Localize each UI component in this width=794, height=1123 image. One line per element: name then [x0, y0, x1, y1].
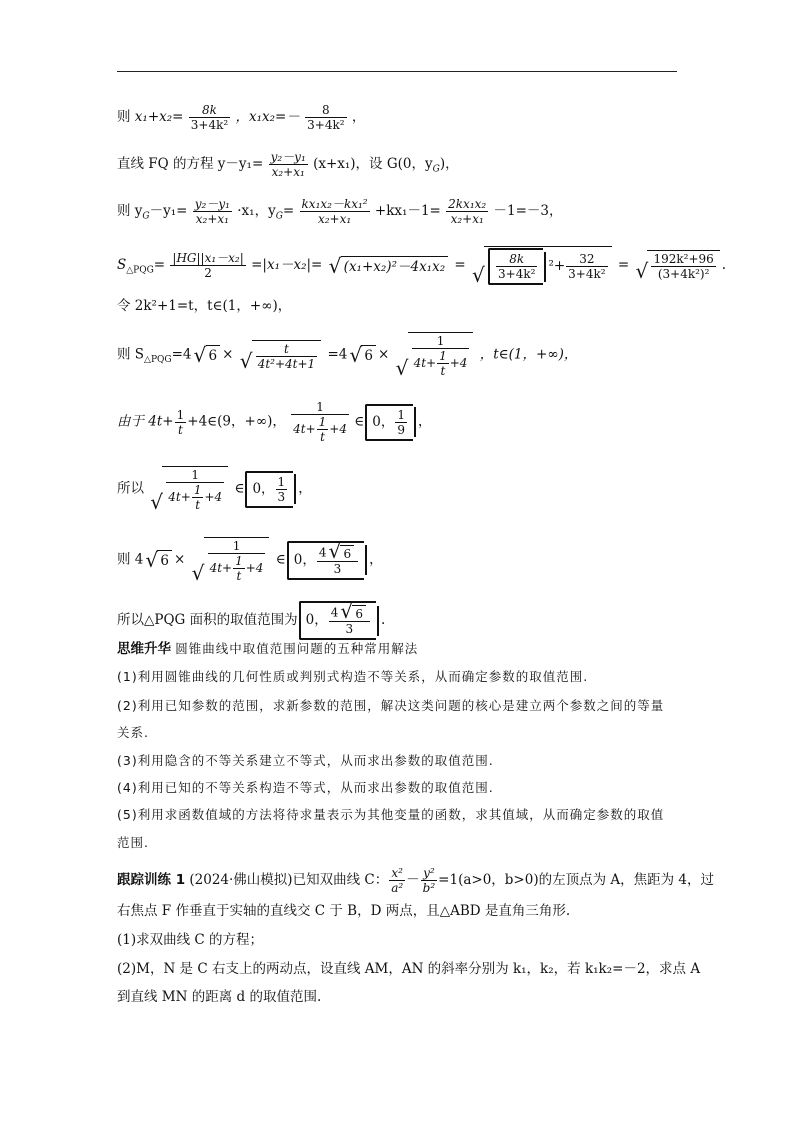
- text: +kx₁－1=: [374, 203, 441, 219]
- bracket-right: [414, 407, 416, 437]
- text: 0，: [372, 413, 395, 430]
- denominator: 3: [345, 622, 354, 636]
- fraction: [317, 415, 329, 444]
- denominator: t: [320, 430, 325, 444]
- summary-item: (3)利用隐含的不等关系建立不等式，从而求出参数的取值范围.: [117, 753, 494, 768]
- line-sqrt-range: [117, 466, 312, 512]
- fraction: [193, 197, 232, 226]
- numerator: 1: [235, 554, 243, 568]
- text: =: [153, 257, 166, 273]
- radicand: (x₁+x₂)²－4x₁x₂: [341, 256, 448, 276]
- text: +4: [329, 422, 347, 436]
- numerator: 8k: [189, 103, 230, 118]
- fraction: [269, 150, 308, 179]
- fraction: [170, 251, 245, 280]
- numerator: 1: [318, 415, 327, 429]
- text: －y₁=: [149, 203, 188, 219]
- line-x-sum-product: [117, 103, 365, 132]
- text: ，: [418, 413, 432, 430]
- denominator: 3+4k²: [568, 267, 606, 281]
- square-root: [240, 340, 321, 371]
- text: ，: [369, 551, 383, 568]
- subscript: G: [432, 164, 440, 175]
- fraction: [651, 252, 715, 281]
- fraction: [395, 408, 407, 437]
- denominator: 3+4k²: [190, 118, 229, 132]
- fraction: [256, 342, 317, 371]
- text: 0，: [252, 480, 275, 497]
- text: ，t∈(1，+∞)，: [479, 346, 578, 363]
- fraction: [192, 483, 204, 512]
- text: =: [282, 203, 295, 219]
- summary-item: (5)利用求函数值域的方法将待求量表示为其他变量的函数，求其值域，从而确定参数的取值: [117, 807, 665, 822]
- denominator: [291, 415, 349, 444]
- radicand: [162, 466, 228, 512]
- text: ∈: [234, 480, 245, 497]
- numerator: 8: [305, 103, 346, 118]
- text: 4t+: [168, 490, 191, 504]
- text: (x+x₁)，设 G(0，y: [313, 156, 433, 172]
- square-root: [329, 256, 448, 276]
- text: ，: [298, 480, 312, 497]
- summary-item: 范围.: [117, 835, 149, 850]
- exercise-question-2: (2)M，N 是 C 右支上的两动点，设直线 AM，AN 的斜率分别为 k₁，k₂，若 k₁k₂=－2，求点 A: [117, 961, 701, 977]
- numerator: [329, 605, 370, 622]
- radicand: [204, 537, 270, 583]
- text: 令 2k²+1=t，t∈(1，+∞)，: [117, 298, 292, 314]
- denominator: x₂+x₁: [450, 212, 484, 226]
- text: 所以: [117, 480, 144, 497]
- denominator: 4t²+4t+1: [257, 356, 316, 371]
- summary-item: (1)利用圆锥曲线的几何性质或判别式构造不等关系，从而确定参数的取值范围.: [117, 669, 589, 684]
- text: ，x₁x₂=－: [235, 109, 300, 125]
- numerator: √ 1: [208, 539, 266, 554]
- square-root: [194, 345, 221, 365]
- exercise-label: 跟踪训练 1: [117, 872, 186, 888]
- radicand: [408, 332, 474, 378]
- numerator: 1: [439, 349, 447, 363]
- text: 4t+: [413, 356, 437, 370]
- text: 直线 FQ 的方程 y－y₁=: [117, 156, 264, 172]
- text: =4: [171, 346, 192, 363]
- line-range-9: [117, 400, 432, 444]
- denominator: [412, 349, 470, 378]
- square-root: [635, 250, 719, 281]
- text: 4: [330, 605, 339, 620]
- denominator: 3+4k²: [307, 118, 345, 132]
- text: ×: [222, 346, 234, 363]
- fraction: [329, 605, 370, 636]
- denominator: t: [440, 364, 446, 378]
- fraction: [189, 103, 230, 132]
- numerator: y²: [421, 866, 438, 881]
- bracket-right: [294, 474, 296, 504]
- text: 4t+: [293, 422, 316, 436]
- denominator: x₂+x₁: [195, 212, 229, 226]
- fraction: [305, 103, 346, 132]
- text: 则 S: [117, 346, 145, 363]
- fraction: [233, 554, 245, 583]
- fraction: [412, 334, 470, 378]
- denominator: x₂+x₁: [271, 165, 305, 179]
- radicand: 6: [361, 345, 376, 365]
- fraction: [389, 866, 405, 895]
- text: ∈: [354, 413, 365, 430]
- numerator: |HG||x₁－x₂|: [172, 251, 244, 265]
- exercise-line-2: 右焦点 F 作垂直于实轴的直线交 C 于 B，D 两点，且△ABD 是直角三角形.: [117, 903, 571, 919]
- numerator: 1: [277, 474, 286, 489]
- fraction: [317, 545, 358, 576]
- numerator: √ 192k²+96: [653, 252, 714, 266]
- fraction: [208, 539, 266, 583]
- text: =1(a>0，b>0)的左顶点为 A，焦距为 4，过: [438, 872, 715, 888]
- summary-item: (2)利用已知参数的范围，求新参数的范围，解决这类问题的核心是建立两个参数之间的等量: [117, 698, 665, 713]
- fraction: [437, 349, 449, 378]
- interval: [287, 541, 364, 580]
- denominator: t: [236, 569, 242, 583]
- summary-heading: [117, 640, 418, 658]
- denominator: 3+4k²: [498, 267, 536, 281]
- numerator: √ 1: [166, 468, 224, 483]
- numerator: [317, 545, 358, 562]
- subscript: G: [142, 211, 150, 222]
- text: +4∈(9，+∞)，: [187, 413, 286, 430]
- bracket: [488, 248, 543, 285]
- subscript: △PQG: [144, 355, 172, 366]
- square-root: [396, 332, 474, 378]
- denominator: [208, 554, 266, 583]
- exercise-question-2-cont: 到直线 MN 的距离 d 的取值范围.: [117, 989, 322, 1005]
- bracket-right: [377, 606, 379, 636]
- numerator: 1: [397, 407, 406, 422]
- text: ，: [351, 109, 366, 125]
- fraction: [166, 468, 224, 512]
- text: －1=－3，: [493, 203, 563, 219]
- text: =: [617, 257, 630, 273]
- square-root: [192, 537, 270, 583]
- text: ×: [173, 551, 186, 568]
- text: +4: [204, 490, 223, 504]
- numerator: 1: [291, 400, 349, 415]
- radicand: 6: [157, 550, 172, 570]
- denominator: 3: [333, 561, 342, 576]
- summary-item: 关系.: [117, 725, 149, 740]
- square-root: [145, 550, 172, 570]
- denominator: [166, 483, 224, 512]
- interval: [365, 404, 413, 441]
- radicand: [484, 246, 612, 285]
- line-area-expression: [117, 246, 726, 285]
- numerator: √ 8k: [496, 252, 537, 267]
- fraction: [446, 197, 488, 226]
- header-rule: [117, 71, 677, 72]
- text: 4t+: [209, 561, 233, 575]
- text: S: [117, 257, 127, 273]
- square-root: [328, 545, 354, 561]
- denominator: t: [178, 422, 183, 437]
- text: .: [380, 612, 386, 628]
- square-root: [472, 246, 612, 285]
- text: 4: [318, 545, 327, 559]
- text: 由于 4t+: [117, 413, 174, 430]
- subscript: G: [275, 211, 283, 222]
- fraction: [175, 408, 187, 437]
- fraction: [291, 400, 349, 444]
- text: )，: [439, 156, 459, 172]
- denominator: 9: [397, 422, 406, 437]
- text: －: [406, 872, 420, 888]
- text: =4: [327, 346, 348, 363]
- subscript: △PQG: [126, 265, 154, 276]
- text: 则 y: [117, 203, 143, 219]
- fraction: [276, 475, 288, 504]
- radicand: [647, 250, 719, 281]
- summary-item: (4)利用已知的不等关系构造不等式，从而求出参数的取值范围.: [117, 780, 494, 795]
- denominator: a²: [391, 881, 404, 895]
- text: ∈: [275, 551, 286, 568]
- denominator: x₂+x₁: [317, 212, 352, 226]
- text: 所以△PQG 面积的取值范围为: [117, 612, 298, 628]
- numerator: kx₁x₂－kx₁²: [301, 197, 368, 211]
- text: (2024·佛山模拟)已知双曲线 C：: [189, 872, 389, 888]
- exercise-line-1: [117, 866, 714, 895]
- numerator: y₂－y₁: [270, 150, 306, 164]
- text: +4: [245, 561, 264, 575]
- text: =: [454, 257, 466, 273]
- bracket-right: [544, 252, 546, 282]
- denominator: 3: [277, 489, 286, 504]
- denominator: b²: [422, 881, 436, 895]
- text: 0，: [305, 612, 328, 628]
- radicand: 6: [340, 545, 354, 561]
- text: 则 4: [117, 551, 144, 568]
- radicand: [252, 340, 321, 371]
- fraction: [300, 197, 370, 226]
- numerator: √ 1: [412, 334, 470, 349]
- radicand: 6: [206, 345, 221, 365]
- bracket-right: [365, 545, 367, 575]
- fraction: [566, 252, 607, 281]
- text: +4: [449, 356, 468, 370]
- numerator: x²: [389, 866, 405, 881]
- interval: [245, 471, 293, 508]
- line-final-answer: [117, 601, 385, 640]
- line-scaled-range: [117, 537, 383, 583]
- denominator: 2: [204, 266, 212, 280]
- text: 则: [117, 109, 131, 125]
- numerator: 32: [566, 252, 607, 267]
- numerator: 1: [193, 483, 202, 497]
- exercise-question-1: (1)求双曲线 C 的方程；: [117, 932, 264, 948]
- line-fq-equation: [117, 150, 459, 179]
- text: x₁+x₂=: [134, 109, 184, 125]
- fraction: [421, 866, 438, 895]
- summary-title: 思维升华: [117, 641, 171, 657]
- text: .: [721, 257, 727, 273]
- summary-subtitle: 圆锥曲线中取值范围问题的五种常用解法: [175, 641, 419, 656]
- fraction: [496, 252, 537, 281]
- square-root: [340, 605, 366, 621]
- text: 0，: [293, 551, 316, 568]
- line-area-in-t: [117, 332, 577, 378]
- radicand: 6: [352, 605, 366, 621]
- line-yg-calculation: [117, 197, 563, 226]
- numerator: y₂－y₁: [194, 197, 230, 211]
- text: ×: [377, 346, 390, 363]
- numerator: √ t: [256, 342, 317, 357]
- interval: [299, 601, 376, 640]
- text: ²+: [548, 258, 566, 274]
- numerator: 1: [176, 407, 185, 422]
- denominator: (3+4k²)²: [657, 267, 710, 281]
- square-root: [349, 345, 376, 365]
- text: ·x₁，y: [237, 203, 276, 219]
- denominator: t: [195, 498, 201, 512]
- square-root: [150, 466, 228, 512]
- numerator: 2kx₁x₂: [448, 197, 487, 211]
- line-substitution: [117, 297, 291, 315]
- text: =|x₁－x₂|=: [251, 257, 323, 273]
